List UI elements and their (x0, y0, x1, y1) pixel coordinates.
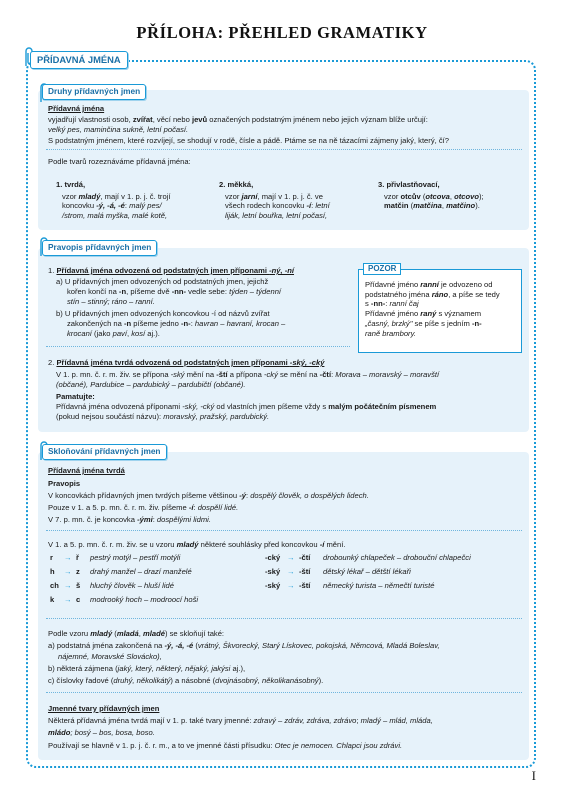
hard-rule-2: Pouze v 1. a 5. p. mn. č. r. m. živ. píšeme -í: dospělí lidé. (48, 503, 239, 512)
change-to: -ští (299, 567, 311, 576)
model-intro: Podle vzoru mladý (mladá, mladé) se skloňují také: (48, 629, 225, 638)
arrow-right-icon: → (64, 553, 72, 562)
remember-example: (pokud nejsou součástí názvu): moravský, pražský, pardubický. (56, 412, 270, 421)
consonant-change-intro: V 1. a 5. p. mn. č. r. m. živ. se u vzoru mladý některé souhlásky před koncovkou -í mění. (48, 540, 346, 549)
spelling-rule-1a-text: kořen končí na -n, píšeme dvě -nn- vedle sebe: týden – týdenní (67, 287, 282, 296)
spelling-rule-2: 2. Přídavná jména tvrdá odvozená od podstatných jmen příponami -ský, -cký (48, 358, 325, 367)
arrow-right-icon: → (287, 553, 295, 562)
pozor-note: Přídavné jméno ranní je odvozeno od podstatného jména ráno, a píše se tedy s -nn-: ranní čaj Přídavné jméno raný s významem „časný, brzký" se píše s jedním -n- raně brambory. (358, 269, 522, 353)
change-from: h (50, 567, 55, 576)
remember-text: Přídavná jména odvozená příponami -ský, -cký od vlastních jmen píšeme vždy s malým počátečním písmenem (56, 402, 437, 411)
types-definition: vyjadřují vlastnosti osob, zvířat, věcí nebo jevů označených podstatným jménem nebo jejich význam blíže určují: (48, 115, 428, 124)
nominal-forms-text-cont: mládo; bosý – bos, bosa, boso. (48, 728, 155, 737)
spelling-rule-1b-example: krocaní (jako paví, kosí aj.). (67, 329, 160, 338)
arrow-right-icon: → (287, 581, 295, 590)
hard-rule-3: V 7. p. mn. č. je koncovka -ými: dospělými lidmi. (48, 515, 211, 524)
types-subheading: Přídavná jména (48, 104, 105, 113)
change-example: drahý manžel – drazí manželé (90, 567, 192, 576)
arrow-right-icon: → (287, 567, 295, 576)
arrow-right-icon: → (64, 595, 72, 604)
change-from: k (50, 595, 55, 604)
section-declension-heading: Skloňování přídavných jmen (42, 444, 167, 460)
main-section-tag: PŘÍDAVNÁ JMÉNA (30, 51, 128, 69)
divider (46, 692, 522, 693)
types-agreement: S podstatným jménem, které rozvíjejí, se shodují v rodě, čísle a pádě. Ptáme se na ně tázacími zájmeny jaký, který, čí? (48, 136, 449, 145)
remember-label: Pamatujte: (56, 392, 95, 401)
consonant-change-row (265, 567, 411, 577)
nominal-forms-usage: Používají se hlavně v 1. p. j. č. r. m., a to ve jmenné části přísudku: Otec je nemocen. Chlapci jsou zdrávi. (48, 741, 403, 750)
change-from: -cký (265, 553, 281, 562)
spelling-rule-1a-example: stín – stinný; ráno – ranní. (67, 297, 155, 306)
change-example: hluchý člověk – hluší lidé (90, 581, 174, 590)
section-types-heading: Druhy přídavných jmen (42, 84, 146, 100)
spelling-rule-1a: a) U přídavných jmen odvozených od podstatných jmen, jejichž (56, 277, 269, 286)
nominal-forms-subheading: Jmenné tvary přídavných jmen (48, 704, 160, 713)
divider (46, 618, 522, 619)
change-from: -ský (265, 581, 281, 590)
type-possessive: 3. přivlastňovací, vzor otcův (otcova, otcovo); matčin (matčina, matčino). (378, 180, 484, 211)
change-to: -ští (299, 581, 311, 590)
spelling-label: Pravopis (48, 479, 81, 488)
type-hard: 1. tvrdá, vzor mladý, mají v 1. p. j. č. trojí koncovku -ý, -á, -é: malý pes/ /strom, malá myška, malé kotě, (56, 180, 171, 221)
arrow-right-icon: → (64, 567, 72, 576)
divider (46, 346, 350, 347)
model-item-c: c) číslovky řadové (druhý, několikátý) a násobné (dvojnásobný, několikanásobný). (48, 676, 324, 685)
change-to: c (76, 595, 81, 604)
page-title: PŘÍLOHA: PŘEHLED GRAMATIKY (136, 23, 428, 42)
change-example: dětský lékař – dětští lékaři (323, 567, 411, 576)
change-example: německý turista – němečtí turisté (323, 581, 435, 590)
change-to: -čtí (299, 553, 311, 562)
page-number: I (531, 768, 536, 783)
model-item-a: a) podstatná jména zakončená na -ý, -á, -é (vrátný, Škvorecký, Starý Lískovec, pokojská, Němcová, Mladá Boleslav, (48, 641, 440, 650)
change-from: r (50, 553, 53, 562)
spelling-rule-2-text: V 1. p. mn. č. r. m. živ. se přípona -ský mění na -ští a přípona -cký se mění na -čtí: Morava – moravský – moravští (56, 370, 440, 379)
section-spelling-heading: Pravopis přídavných jmen (42, 240, 157, 256)
change-to: š (76, 581, 81, 590)
change-example: pestrý motýl – pestří motýli (90, 553, 181, 562)
consonant-change-row (50, 595, 198, 605)
hard-rule-1: V koncovkách přídavných jmen tvrdých píšeme většinou -ý: dospělý člověk, o dospělých lidech. (48, 491, 369, 500)
pozor-tag: POZOR (363, 263, 401, 275)
spelling-rule-2-example: (občané), Pardubice – pardubický – pardubičtí (občané). (56, 380, 246, 389)
spelling-rule-1b-text: zakončených na -n píšeme jedno -n-: havran – havraní, krocan – (67, 319, 286, 328)
types-intro: Podle tvarů rozeznáváme přídavná jména: (48, 157, 191, 166)
consonant-change-row (50, 553, 180, 563)
divider (46, 149, 522, 150)
model-item-b: b) některá zájmena (jaký, který, některý, nějaký, jakýsi aj.), (48, 664, 246, 673)
divider (46, 530, 522, 531)
model-item-a-cont: nájemné, Moravské Slovácko), (58, 652, 162, 661)
consonant-change-row (265, 581, 434, 591)
arrow-right-icon: → (64, 581, 72, 590)
spelling-rule-1b: b) U přídavných jmen odvozených koncovkou -í od názvů zvířat (56, 309, 270, 318)
consonant-change-row (50, 581, 174, 591)
change-to: z (76, 567, 80, 576)
change-example: modrooký hoch – modroocí hoši (90, 595, 199, 604)
spelling-rule-1: 1. Přídavná jména odvozená od podstatných jmen příponami -ný, -ní (48, 266, 295, 275)
types-example: velký pes, maminčina sukně, letní počasí. (48, 125, 189, 134)
consonant-change-row (50, 567, 192, 577)
consonant-change-row (265, 553, 471, 563)
change-to: ř (76, 553, 79, 562)
change-example: drobounký chlapeček – drobouční chlapečci (323, 553, 471, 562)
change-from: ch (50, 581, 59, 590)
type-soft: 2. měkká, vzor jarní, mají v 1. p. j. č. ve všech rodech koncovku -í: letní liják, letní bouřka, letní počasí, (219, 180, 330, 221)
hard-adjectives-subheading: Přídavná jména tvrdá (48, 466, 125, 475)
change-from: -ský (265, 567, 281, 576)
nominal-forms-text: Některá přídavná jména tvrdá mají v 1. p. také tvary jmenné: zdravý – zdráv, zdráva, zdrávo; mladý – mlád, mláda, (48, 716, 433, 725)
